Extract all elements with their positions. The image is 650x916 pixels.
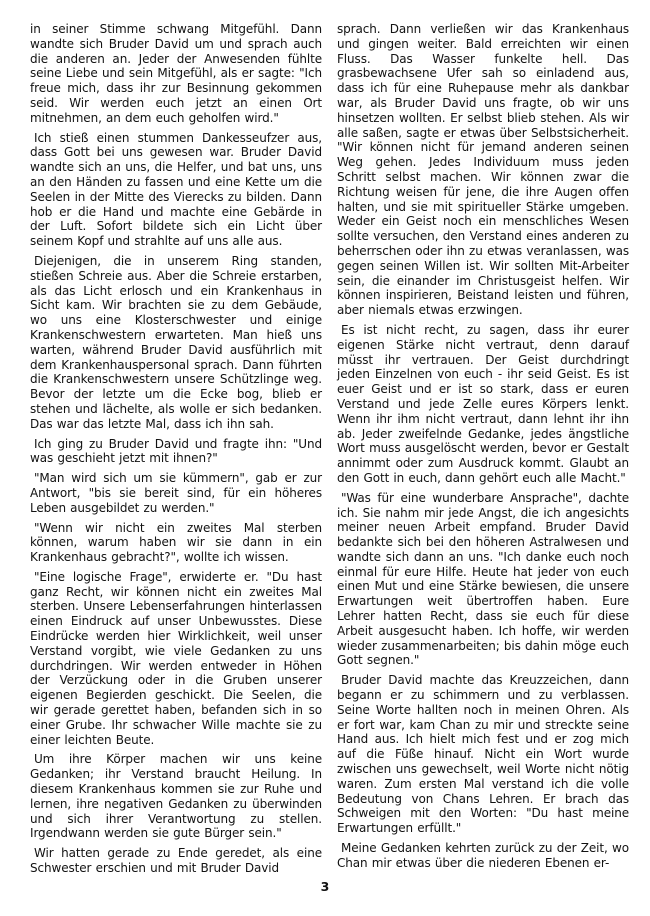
text-columns — [30, 22, 628, 881]
text-column-left — [30, 22, 322, 881]
paragraph: "Wenn wir nicht ein zweites Mal sterben können, warum haben wir sie dann in ein Krankenhaus gebracht?", wollte ich wissen. — [30, 520, 322, 565]
paragraph: "Eine logische Frage", erwiderte er. "Du hast ganz Recht, wir können nicht ein zweites Mal sterben. Unsere Lebenserfahrungen hinterlassen einen Eindruck auf unser Unbewusstes. Diese Eindrücke werden hier Wirklichkeit, weil unser Verstand vorgibt, wie viele Gedanken zu uns durchdringen. Wir werden entweder in Höhen der Verzückung oder in die Gruben unserer eigenen Begierden geschickt. Die Seelen, die wir gerade gerettet haben, befanden sich in so einer Grube. Ihr schwacher Wille machte sie zu einer leichten Beute. — [30, 569, 322, 747]
paragraph: Diejenigen, die in unserem Ring standen, stießen Schreie aus. Aber die Schreie erstarben, als das Licht erlosch und ein Krankenhaus in Sicht kam. Wir brachten sie zu dem Gebäude, wo uns eine Klosterschwester und einige Krankenschwestern erwarteten. Man hieß uns warten, während Bruder David ausführlich mit dem Krankenhauspersonal sprach. Dann führten die Krankenschwestern unsere Schützlinge weg. Bevor der letzte um die Ecke bog, blieb er stehen und lächelte, als wolle er sich bedanken. Das war das letzte Mal, dass ich ihn sah. — [30, 253, 322, 431]
paragraph: in seiner Stimme schwang Mitgefühl. Dann wandte sich Bruder David um und sprach auch die anderen an. Jeder der Anwesenden fühlte seine Liebe und sein Mitgefühl, als er sagte: "Ich freue mich, dass ihr zur Besinnung gekommen seid. Wir werden euch jetzt an einen Ort mitnehmen, an dem euch geholfen wird." — [30, 22, 322, 125]
paragraph: Bruder David machte das Kreuzzeichen, dann begann er zu schimmern und zu verblassen. Seine Worte hallten noch in meinen Ohren. Als er fort war, kam Chan zu mir und streckte seine Hand aus. Ich hielt mich fest und er zog mich auf die Füße hinauf. Nicht ein Wort wurde zwischen uns gewechselt, weil Worte nicht nötig waren. Zum ersten Mal verstand ich die volle Bedeutung von Chans Lehren. Er brach das Schweigen mit den Worten: "Du hast meine Erwartungen erfüllt." — [337, 673, 629, 836]
text-column-right — [337, 22, 629, 881]
paragraph: Meine Gedanken kehrten zurück zu der Zeit, wo Chan mir etwas über die niederen Ebenen er- — [337, 841, 629, 870]
paragraph: Um ihre Körper machen wir uns keine Gedanken; ihr Verstand braucht Heilung. In diesem Krankenhaus kommen sie zur Ruhe und lernen, ihre negativen Gedanken zu überwinden und sich ihrer Verantwortung zu stellen. Irgendwann werden sie gute Bürger sein." — [30, 752, 322, 841]
paragraph: Ich ging zu Bruder David und fragte ihn: "Und was geschieht jetzt mit ihnen?" — [30, 436, 322, 466]
paragraph: "Man wird sich um sie kümmern", gab er zur Antwort, "bis sie bereit sind, für ein höheres Leben ausgebildet zu werden." — [30, 471, 322, 515]
paragraph: Es ist nicht recht, zu sagen, dass ihr eurer eigenen Stärke nicht vertraut, denn darauf müsst ihr vertrauen. Der Geist durchdringt jeden Einzelnen von euch - ihr seid Geist. Es ist euer Geist und er ist so stark, dass er euren Verstand und jede Zelle eures Körpers lenkt. Wenn ihr ihm nicht vertraut, dann lehnt ihr ihn ab. Jeder zweifelnde Gedanke, jedes ängstliche Wort muss ausgelöscht werden, bevor er Gestalt annimmt oder zum Ausdruck kommt. Glaubt an den Gott in euch, dann gehört euch alle Macht." — [337, 322, 629, 485]
page-number: 3 — [320, 879, 330, 894]
paragraph: sprach. Dann verließen wir das Krankenhaus und gingen weiter. Bald erreichten wir einen Fluss. Das Wasser funkelte hell. Das grasbewachsene Ufer sah so einladend aus, dass ich für eine Ruhepause mehr als dankbar war, als Bruder David uns fragte, ob wir uns hinsetzen wollten. Er selbst blieb stehen. Als wir alle saßen, sagte er etwas über Selbstsicherheit. "Wir können nicht für jemand anderen seinen Weg gehen. Jedes Individuum muss jeden Schritt selbst machen. Wir können zwar die Richtung weisen für jene, die ihre Augen offen halten, und sie mit spiritueller Stärke umgeben. Weder ein Geist noch ein menschliches Wesen sollte versuchen, den Verstand eines anderen zu beherrschen oder ihn zu etwas veranlassen, was gegen seinen Willen ist. Wir sollten Mit-Arbeiter sein, die einander im Christusgeist helfen. Wir können inspirieren, Beistand leisten und führen, aber niemals etwas erzwingen. — [337, 22, 629, 318]
paragraph: Ich stieß einen stummen Dankesseufzer aus, dass Gott bei uns gewesen war. Bruder David wandte sich an uns, die Helfer, und bat uns, uns an den Händen zu fassen und eine Kette um die Seelen in der Mitte des Vierecks zu bilden. Dann hob er die Hand und machte eine Gebärde in der Luft. Sofort bildete sich ein Licht über seinem Kopf und strahlte auf uns alle aus. — [30, 130, 322, 249]
paragraph: Wir hatten gerade zu Ende geredet, als eine Schwester erschien und mit Bruder David — [30, 846, 322, 876]
paragraph: "Was für eine wunderbare Ansprache", dachte ich. Sie nahm mir jede Angst, die ich angesichts meiner neuen Arbeit empfand. Bruder David bedankte sich bei den höheren Astralwesen und wandte sich dann an uns. "Ich danke euch noch einmal für eure Hilfe. Heute hat jeder von euch einen Mut und eine Stärke bewiesen, die unsere Erwartungen weit übertroffen haben. Eure Lehrer hatten Recht, dass sie euch für diese Arbeit ausgesucht haben. Ich hoffe, wir werden wieder zusammenarbeiten; bis dahin möge euch Gott segnen." — [337, 490, 629, 668]
